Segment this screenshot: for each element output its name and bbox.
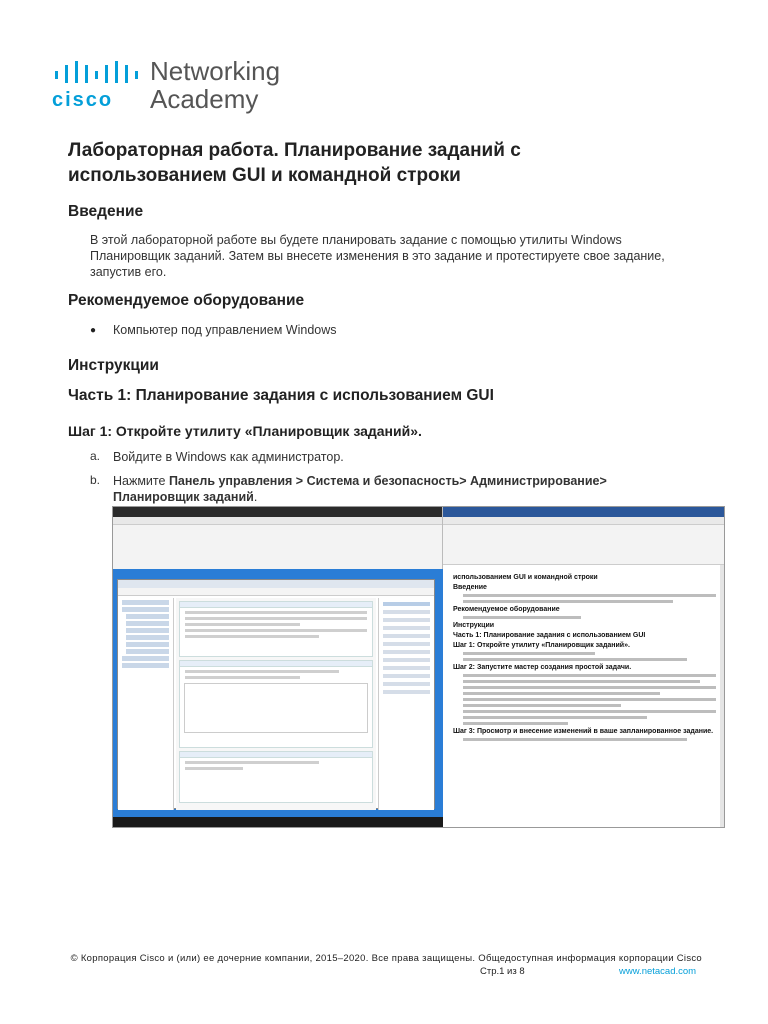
step1-item-b-path: Панель управления > Система и безопасность> Администрирование> Планировщик заданий: [113, 474, 607, 504]
windows-taskbar: [113, 817, 443, 828]
task-scheduler-screenshot: [112, 506, 725, 828]
word-heading: Шаг 3: Просмотр и внесение изменений в ваше запланированное задание.: [453, 728, 714, 735]
logo-line-academy: Academy: [150, 84, 259, 114]
task-scheduler-window: [117, 579, 435, 809]
equipment-heading: Рекомендуемое оборудование: [68, 292, 305, 309]
logo-line-networking: Networking: [150, 56, 281, 86]
task-scheduler-titlebar: [118, 580, 434, 588]
word-heading: Часть 1: Планирование задания с использованием GUI: [453, 632, 646, 639]
word-heading: Шаг 1: Откройте утилиту «Планировщик заданий».: [453, 642, 630, 649]
word-scrollbar[interactable]: [720, 565, 725, 828]
task-scheduler-tree: [118, 598, 174, 810]
footer-page-number: Стр.1 из 8: [480, 966, 525, 977]
word-window: [443, 507, 725, 828]
list-marker-b: b.: [90, 473, 101, 487]
part1-heading: Часть 1: Планирование задания с использованием GUI: [68, 387, 494, 404]
word-titlebar: [443, 507, 725, 517]
bullet-marker: ●: [90, 325, 97, 336]
step1-item-b: [113, 473, 633, 505]
list-marker-a: a.: [90, 449, 101, 463]
word-heading: Шаг 2: Запустите мастер создания простой задачи.: [453, 664, 632, 671]
word-heading: Введение: [453, 584, 487, 591]
cisco-bars-icon: [53, 59, 145, 87]
intro-paragraph: В этой лабораторной работе вы будете планировать задание с помощью утилиты Windows Планировщик заданий. Затем вы внесете изменения в это задание и протестируете свое задание, запустив его.: [90, 233, 665, 279]
cisco-wordmark: cisco: [52, 89, 114, 111]
control-panel-window: [113, 507, 443, 569]
control-panel-menu: [113, 517, 442, 525]
word-document: [443, 565, 725, 828]
word-heading: Инструкции: [453, 622, 495, 629]
footer-copyright: © Корпорация Cisco и (или) ее дочерние компании, 2015–2020. Все права защищены. Общедоступная информация корпорации Cisco: [70, 953, 702, 964]
step1-item-a: Войдите в Windows как администратор.: [113, 450, 344, 464]
footer-link[interactable]: www.netacad.com: [619, 966, 697, 977]
intro-heading: Введение: [68, 203, 144, 220]
equipment-item: Компьютер под управлением Windows: [113, 323, 337, 337]
step1-heading: Шаг 1: Откройте утилиту «Планировщик заданий».: [68, 423, 422, 439]
step1-item-b-suffix: .: [253, 490, 258, 504]
control-panel-titlebar: [113, 507, 442, 517]
step1-item-b-prefix: Нажмите: [113, 474, 169, 488]
task-scheduler-actions-pane: [378, 598, 434, 810]
instructions-heading: Инструкции: [68, 357, 159, 374]
task-scheduler-menu: [118, 588, 434, 596]
word-ribbon: [443, 517, 725, 565]
document-title: Лабораторная работа. Планирование заданий с использованием GUI и командной строки: [68, 140, 521, 186]
cisco-networking-academy-logo: [52, 56, 312, 116]
word-heading: использованием GUI и командной строки: [453, 574, 598, 581]
task-scheduler-main-pane: [176, 598, 376, 810]
word-heading: Рекомендуемое оборудование: [453, 606, 560, 613]
